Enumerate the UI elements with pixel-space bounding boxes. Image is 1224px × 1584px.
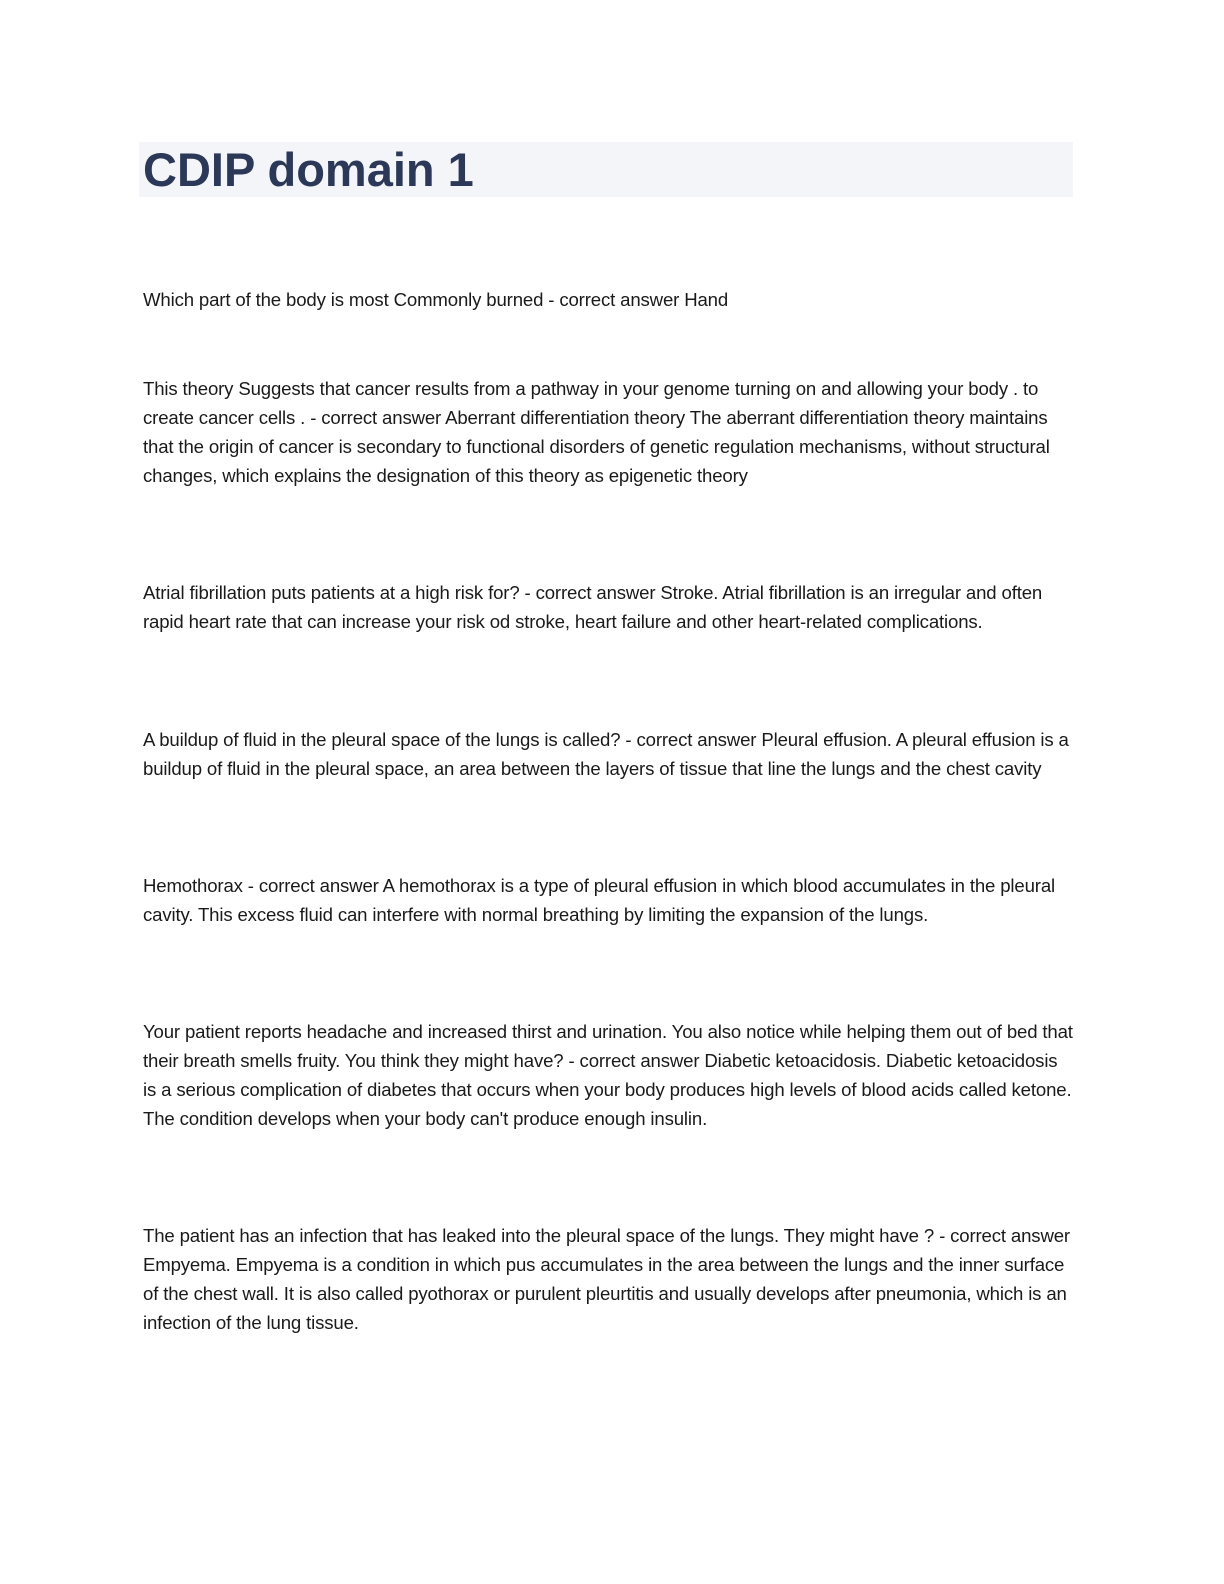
qa-entry: Which part of the body is most Commonly burned - correct answer Hand xyxy=(143,289,729,310)
qa-entry: Atrial fibrillation puts patients at a high risk for? - correct answer Stroke. Atrial fibrillation is an irregular and often rapid heart rate that can increase your risk od stroke, heart failure and other heart-related complications. xyxy=(143,582,1043,632)
qa-entry: A buildup of fluid in the pleural space of the lungs is called? - correct answer Pleural effusion. A pleural effusion is a buildup of fluid in the pleural space, an area between the layers of tissue that line the lungs and the chest cavity xyxy=(143,729,1069,779)
qa-entry: The patient has an infection that has leaked into the pleural space of the lungs. They might have ? - correct answer Empyema. Empyema is a condition in which pus accumulates in the area between the lungs and the inner surface of the chest wall. It is also called pyothorax or purulent pleurtitis and usually develops after pneumonia, which is an infection of the lung tissue. xyxy=(143,1225,1070,1333)
document-title: CDIP domain 1 xyxy=(143,143,474,196)
qa-entry: This theory Suggests that cancer results from a pathway in your genome turning on and allowing your body . to create cancer cells . - correct answer Aberrant differentiation theory The aberrant differentiation theory maintains that the origin of cancer is secondary to functional disorders of genetic regulation mechanisms, without structural changes, which explains the designation of this theory as epigenetic theory xyxy=(143,378,1050,486)
qa-entry: Your patient reports headache and increased thirst and urination. You also notice while helping them out of bed that their breath smells fruity. You think they might have? - correct answer Diabetic ketoacidosis. Diabetic ketoacidosis is a serious complication of diabetes that occurs when your body produces high levels of blood acids called ketone. The condition develops when your body can't produce enough insulin. xyxy=(143,1021,1073,1129)
qa-entry: Hemothorax - correct answer A hemothorax is a type of pleural effusion in which blood accumulates in the pleural cavity. This excess fluid can interfere with normal breathing by limiting the expansion of the lungs. xyxy=(143,875,1056,925)
